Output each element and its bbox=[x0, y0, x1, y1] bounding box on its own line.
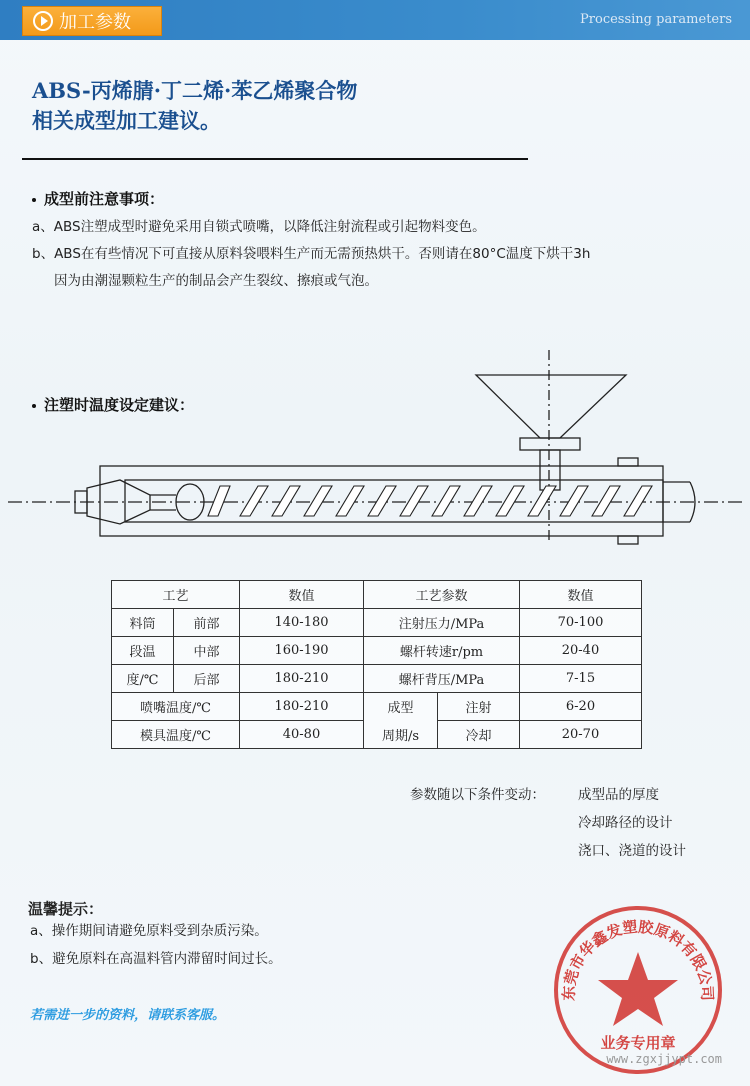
play-circle-icon bbox=[33, 11, 53, 31]
table-cell: 成型 bbox=[364, 693, 438, 721]
table-cell: 中部 bbox=[174, 637, 240, 665]
section1-item-a: a、ABS注塑成型时避免采用自锁式喷嘴，以降低注射流程或引起物料变色。 bbox=[32, 219, 486, 235]
table-cell: 度/℃ bbox=[112, 665, 174, 693]
table-header: 数值 bbox=[520, 581, 642, 609]
table-cell: 料筒 bbox=[112, 609, 174, 637]
header-tab-label: 加工参数 bbox=[59, 12, 131, 33]
site-watermark: www.zgxjjypt.com bbox=[606, 1052, 722, 1066]
tips-item-a: a、操作期间请避免原料受到杂质污染。 bbox=[30, 923, 268, 939]
table-cell: 周期/s bbox=[364, 721, 438, 749]
table-cell: 注射 bbox=[438, 693, 520, 721]
table-cell: 注射压力/MPa bbox=[364, 609, 520, 637]
section-heading-text: 成型前注意事项： bbox=[44, 190, 165, 208]
conditions-label: 参数随以下条件变动： bbox=[410, 787, 545, 803]
table-cell: 140-180 bbox=[240, 609, 364, 637]
table-row bbox=[112, 609, 642, 637]
parameter-table bbox=[111, 580, 642, 749]
table-cell: 6-20 bbox=[520, 693, 642, 721]
table-cell: 40-80 bbox=[240, 721, 364, 749]
table-row bbox=[112, 637, 642, 665]
table-cell: 160-190 bbox=[240, 637, 364, 665]
section-heading-pre-molding bbox=[32, 188, 164, 209]
table-cell: 冷却 bbox=[438, 721, 520, 749]
table-cell: 后部 bbox=[174, 665, 240, 693]
seal-bottom-text: 业务专用章 bbox=[600, 1034, 676, 1052]
table-cell: 20-40 bbox=[520, 637, 642, 665]
table-cell: 段温 bbox=[112, 637, 174, 665]
table-row bbox=[112, 721, 642, 749]
contact-link[interactable]: 若需进一步的资料，请联系客服。 bbox=[30, 1008, 226, 1023]
section1-item-b: b、ABS在有些情况下可直接从原料袋喂料生产而无需预热烘干。否则请在80°C温度下烘干3h bbox=[32, 246, 591, 262]
table-cell: 70-100 bbox=[520, 609, 642, 637]
table-cell: 喷嘴温度/℃ bbox=[112, 693, 240, 721]
table-cell: 模具温度/℃ bbox=[112, 721, 240, 749]
seal-text: 东莞市华鑫发塑胶原料有限公司 bbox=[559, 917, 717, 1002]
tips-heading: 温馨提示： bbox=[28, 900, 104, 918]
condition-item: 成型品的厚度 bbox=[578, 787, 659, 803]
tips-item-b: b、避免原料在高温料管内滞留时间过长。 bbox=[30, 951, 282, 967]
header-tab bbox=[22, 6, 162, 36]
condition-item: 冷却路径的设计 bbox=[578, 815, 673, 831]
table-cell: 180-210 bbox=[240, 693, 364, 721]
table-cell: 前部 bbox=[174, 609, 240, 637]
table-row bbox=[112, 581, 642, 609]
condition-item: 浇口、浇道的设计 bbox=[578, 843, 686, 859]
section1-item-b-cont: 因为由潮湿颗粒生产的制品会产生裂纹、擦痕或气泡。 bbox=[54, 273, 378, 289]
table-header: 工艺 bbox=[112, 581, 240, 609]
table-header: 工艺参数 bbox=[364, 581, 520, 609]
table-cell: 180-210 bbox=[240, 665, 364, 693]
section-heading-text: 注塑时温度设定建议： bbox=[44, 396, 195, 414]
title-line-2: 相关成型加工建议。 bbox=[32, 108, 221, 133]
title-line-1: ABS-丙烯腈·丁二烯·苯乙烯聚合物 bbox=[32, 78, 358, 103]
page-title bbox=[32, 76, 357, 136]
bullet-icon bbox=[32, 198, 36, 202]
table-cell: 螺杆转速r/pm bbox=[364, 637, 520, 665]
table-row bbox=[112, 665, 642, 693]
injection-machine-diagram bbox=[0, 350, 750, 560]
header-bar bbox=[0, 0, 750, 40]
table-row bbox=[112, 693, 642, 721]
table-cell: 7-15 bbox=[520, 665, 642, 693]
title-divider bbox=[22, 158, 528, 160]
table-cell: 螺杆背压/MPa bbox=[364, 665, 520, 693]
header-english-title: Processing parameters bbox=[580, 12, 732, 27]
table-header: 数值 bbox=[240, 581, 364, 609]
table-cell: 20-70 bbox=[520, 721, 642, 749]
